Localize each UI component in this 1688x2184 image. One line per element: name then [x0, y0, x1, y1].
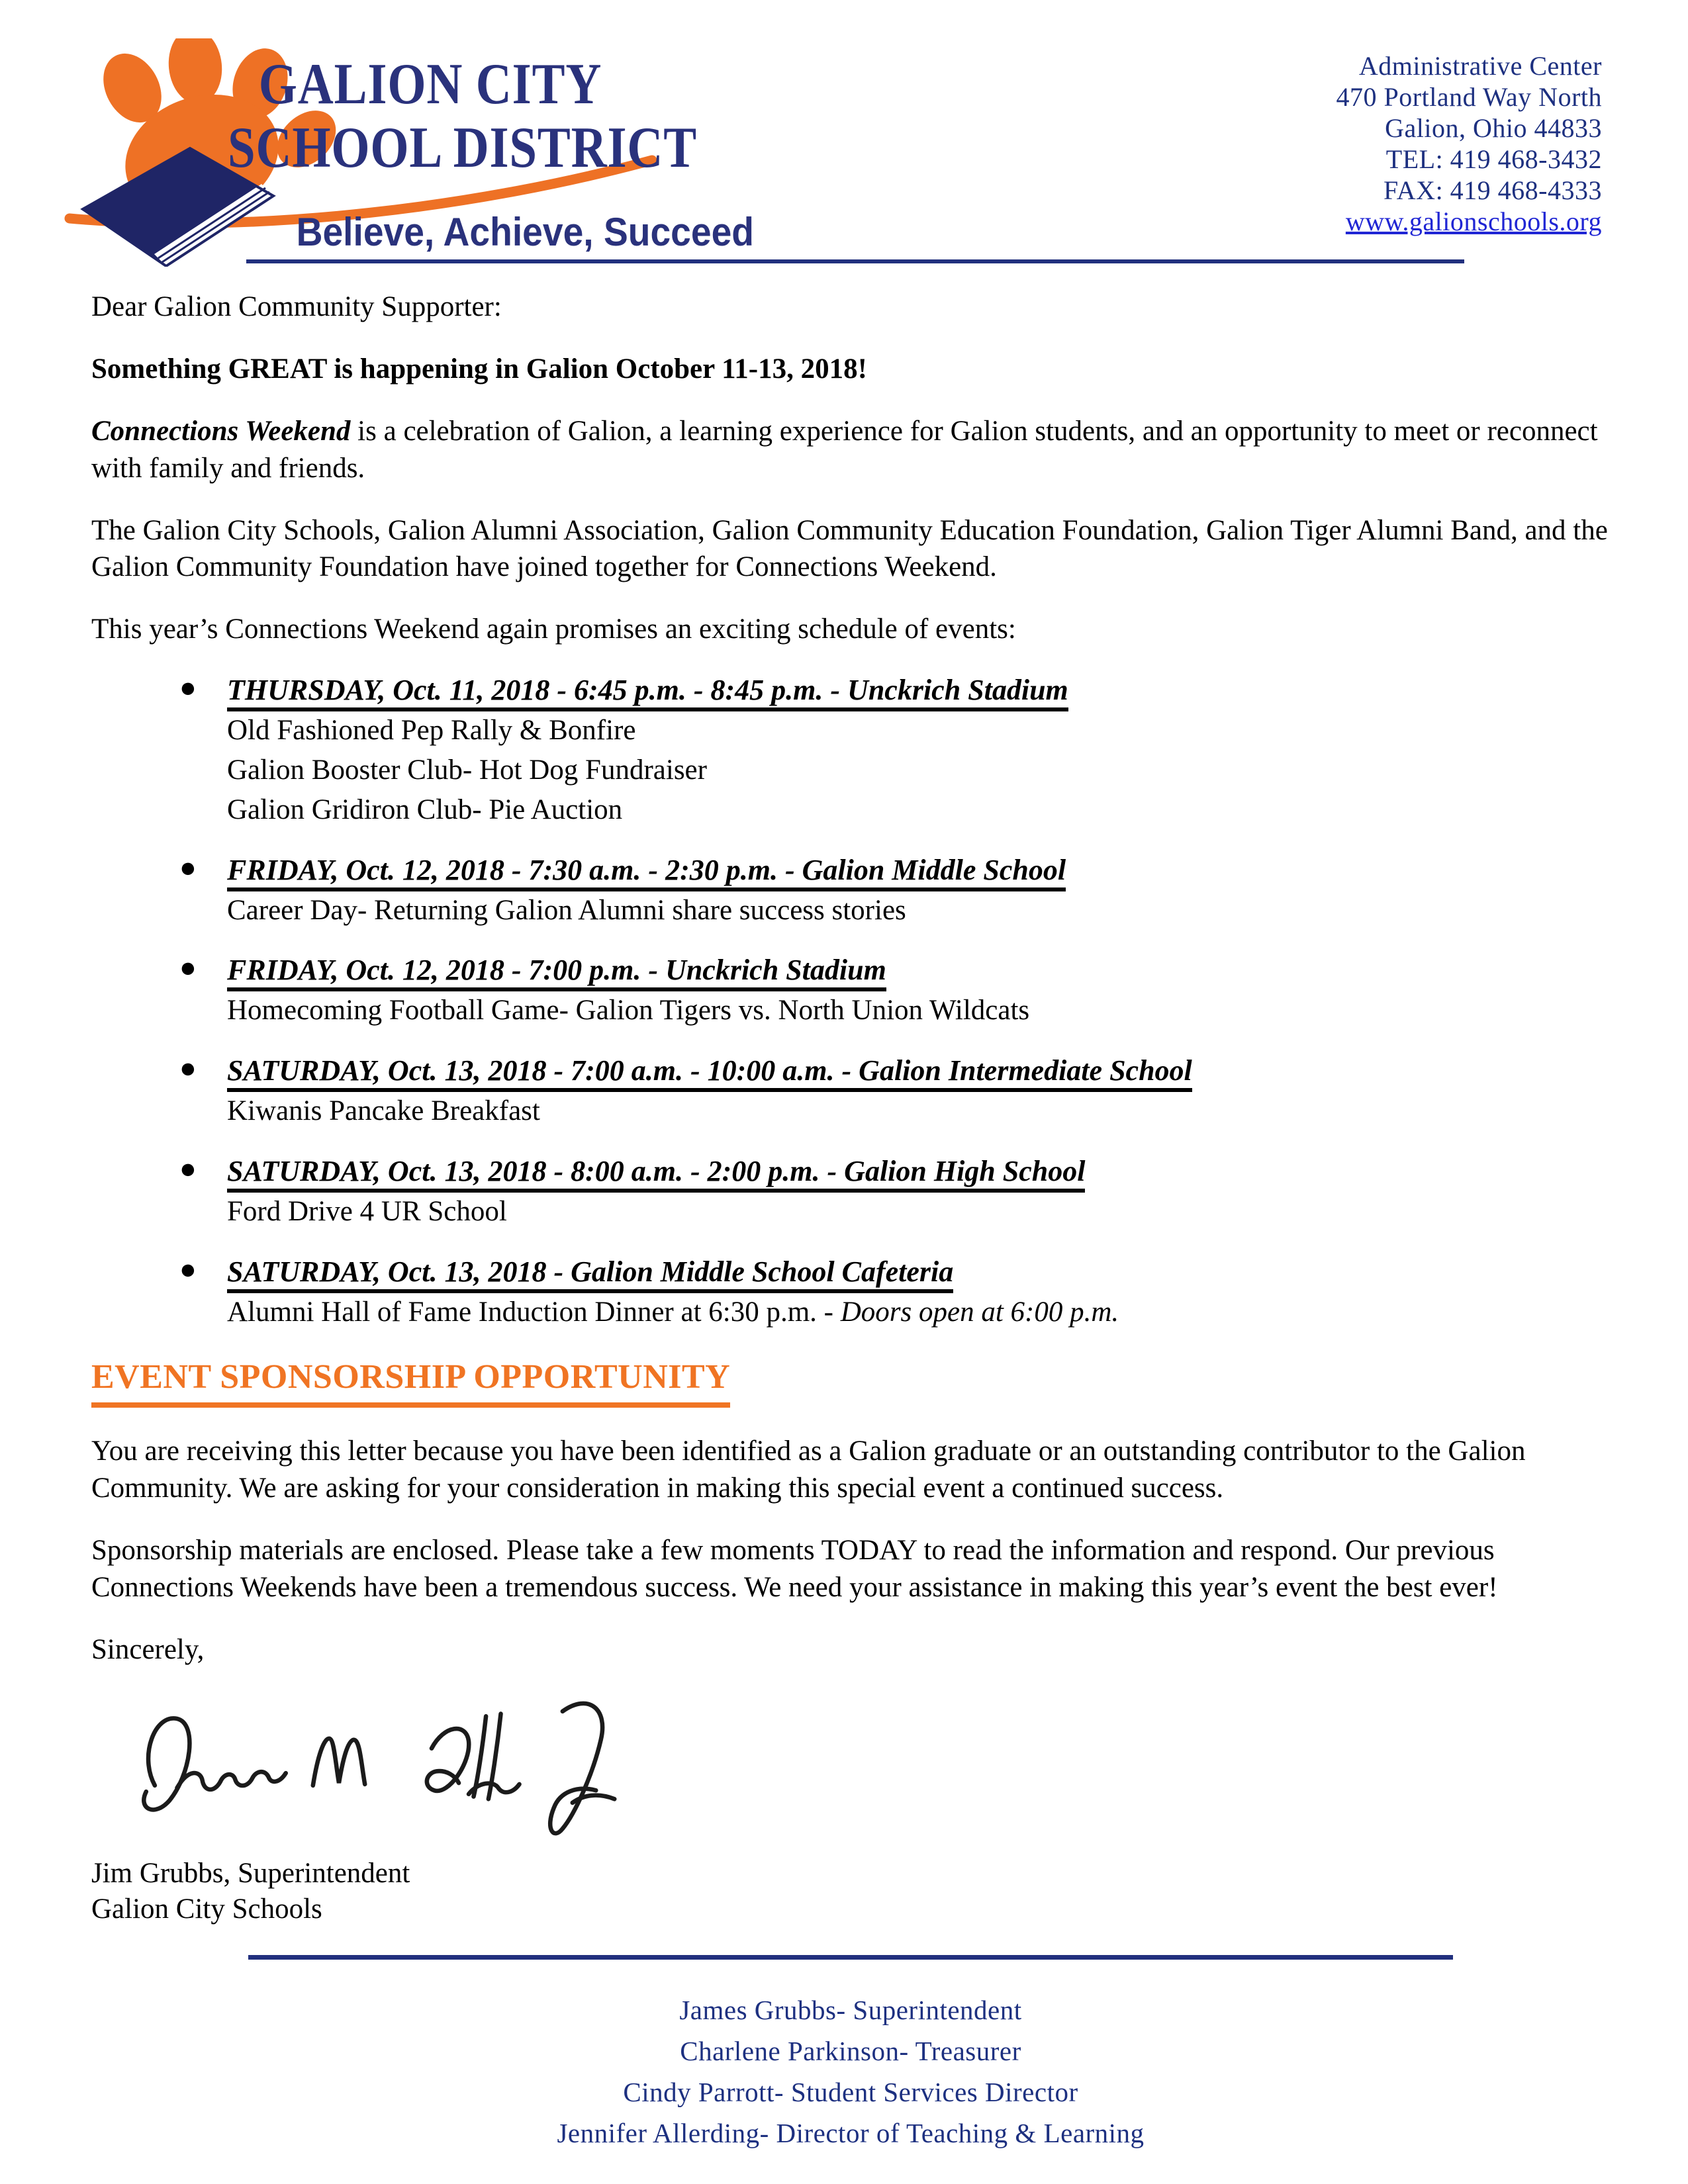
event-heading: FRIDAY, Oct. 12, 2018 - 7:00 p.m. - Unckrich Stadium — [227, 954, 886, 991]
intro-paragraph — [91, 413, 1634, 487]
paragraph-materials: Sponsorship materials are enclosed. Please take a few moments TODAY to read the information and respond. Our previous Connections Weekends have been a tremendous success. We need your assistance in making this year’s event the best ever! — [91, 1534, 1498, 1603]
paragraph-schedule-intro: This year’s Connections Weekend again promises an exciting schedule of events: — [91, 614, 1016, 645]
event-heading: SATURDAY, Oct. 13, 2018 - 8:00 a.m. - 2:00 p.m. - Galion High School — [227, 1155, 1085, 1193]
footer-student-services: Cindy Parrott- Student Services Director — [623, 2077, 1078, 2107]
event-detail — [227, 1296, 1634, 1329]
event-detail: Galion Booster Club- Hot Dog Fundraiser — [227, 754, 707, 786]
contact-line-tel: TEL: 419 468-3432 — [1385, 144, 1602, 174]
event-detail: Kiwanis Pancake Breakfast — [227, 1095, 540, 1127]
event-heading: SATURDAY, Oct. 13, 2018 - 7:00 a.m. - 10:00 a.m. - Galion Intermediate School — [227, 1054, 1192, 1092]
event-detail-plain: Alumni Hall of Fame Induction Dinner at 6:30 p.m. - — [227, 1296, 841, 1328]
bullet-icon: ● — [179, 952, 197, 984]
event-list — [91, 673, 1634, 1328]
bullet-icon: ● — [179, 672, 197, 704]
event-heading: THURSDAY, Oct. 11, 2018 - 6:45 p.m. - 8:45 p.m. - Unckrich Stadium — [227, 674, 1068, 711]
event-item-thursday — [179, 672, 1634, 827]
contact-line-fax: FAX: 419 468-4333 — [1383, 175, 1602, 205]
event-detail: Ford Drive 4 UR School — [227, 1195, 507, 1227]
event-item-saturday-dinner — [179, 1253, 1634, 1329]
district-name-line1: GALION CITY — [258, 52, 602, 116]
event-detail: Career Day- Returning Galion Alumni share success stories — [227, 894, 906, 926]
intro-rest: is a celebration of Galion, a learning experience for Galion students, and an opportunity to meet or reconnect with family and friends. — [91, 415, 1598, 484]
footer-teaching-learning: Jennifer Allerding- Director of Teaching & Learning — [557, 2118, 1145, 2148]
event-heading: FRIDAY, Oct. 12, 2018 - 7:30 a.m. - 2:30 p.m. - Galion Middle School — [227, 854, 1066, 891]
footer-divider — [248, 1955, 1453, 1960]
event-detail: Galion Gridiron Club- Pie Auction — [227, 794, 623, 825]
event-detail: Homecoming Football Game- Galion Tigers vs. North Union Wildcats — [227, 995, 1030, 1026]
district-name — [228, 52, 698, 180]
event-detail: Old Fashioned Pep Rally & Bonfire — [227, 715, 636, 747]
intro-lead: Connections Weekend — [91, 415, 351, 447]
website-link[interactable]: www.galionschools.org — [1345, 206, 1602, 236]
footer-treasurer: Charlene Parkinson- Treasurer — [680, 2036, 1021, 2066]
event-item-friday-careerday — [179, 852, 1634, 927]
paragraph-organizations: The Galion City Schools, Galion Alumni Association, Galion Community Education Foundation, Galion Tiger Alumni Band, and the Galion Community Foundation have joined together for Connections Weekend. — [91, 514, 1608, 583]
contact-line-city: Galion, Ohio 44833 — [1385, 113, 1602, 143]
footer-superintendent: James Grubbs- Superintendent — [679, 1995, 1022, 2025]
event-item-friday-football — [179, 952, 1634, 1027]
sponsorship-heading: EVENT SPONSORSHIP OPPORTUNITY — [91, 1355, 730, 1408]
footer-staff-list — [248, 1989, 1453, 2154]
district-tagline: Believe, Achieve, Succeed — [296, 210, 755, 254]
contact-block — [1336, 50, 1602, 237]
contact-line-center: Administrative Center — [1358, 51, 1602, 81]
signer-organization: Galion City Schools — [91, 1893, 322, 1925]
headline: Something GREAT is happening in Galion October 11-13, 2018! — [91, 353, 867, 385]
event-detail-italic: Doors open at 6:00 p.m. — [840, 1296, 1119, 1328]
bullet-icon: ● — [179, 1253, 197, 1285]
contact-line-street: 470 Portland Way North — [1336, 82, 1602, 112]
closing: Sincerely, — [91, 1633, 205, 1665]
event-heading: SATURDAY, Oct. 13, 2018 - Galion Middle School Cafeteria — [227, 1255, 953, 1293]
paragraph-recipient: You are receiving this letter because you have been identified as a Galion graduate or an outstanding contributor to the Galion Community. We are asking for your consideration in making this special event a continued success. — [91, 1435, 1526, 1504]
event-item-saturday-ford — [179, 1153, 1634, 1228]
salutation: Dear Galion Community Supporter: — [91, 291, 502, 322]
signer-name-title: Jim Grubbs, Superintendent — [91, 1858, 410, 1889]
letter-body — [91, 289, 1634, 1927]
bullet-icon: ● — [179, 1153, 197, 1185]
signature-image — [98, 1682, 654, 1843]
header-divider — [246, 259, 1464, 263]
district-name-line2: SCHOOL DISTRICT — [228, 116, 698, 180]
bullet-icon: ● — [179, 852, 197, 884]
event-item-saturday-breakfast — [179, 1053, 1634, 1128]
bullet-icon: ● — [179, 1053, 197, 1085]
